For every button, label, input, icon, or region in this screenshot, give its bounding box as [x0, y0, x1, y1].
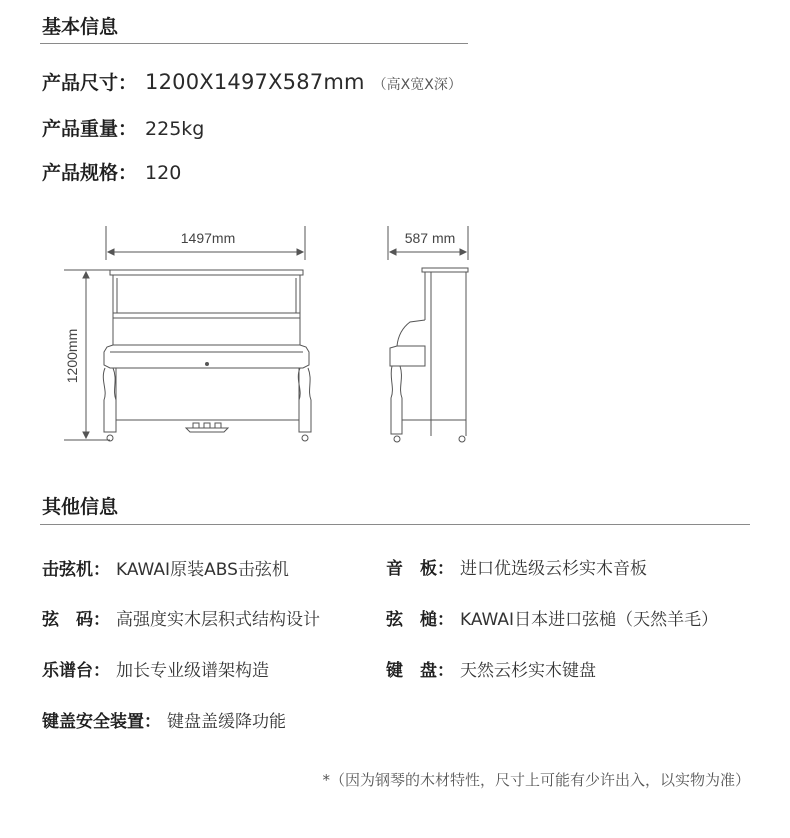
- info-label: 音 板：: [386, 559, 454, 579]
- info-item-action: [42, 555, 289, 580]
- info-value: KAWAI日本进口弦槌（天然羊毛）: [460, 610, 719, 630]
- info-label: 乐谱台：: [42, 661, 110, 681]
- basic-info-title: 基本信息: [42, 16, 119, 38]
- weight-value: 225kg: [145, 118, 205, 140]
- info-item-music-desk: [42, 656, 269, 681]
- other-info-divider: [40, 524, 750, 525]
- spec-value: 120: [145, 162, 182, 184]
- info-value: KAWAI原装ABS击弦机: [116, 560, 289, 580]
- size-label: 产品尺寸：: [42, 72, 138, 94]
- spec-label: 产品规格：: [42, 162, 138, 184]
- height-dimension-label: 1200mm: [64, 328, 80, 384]
- info-value: 键盘盖缓降功能: [167, 712, 286, 732]
- other-info-title: 其他信息: [42, 496, 119, 518]
- info-value: 加长专业级谱架构造: [116, 661, 269, 681]
- front-view: [64, 226, 311, 441]
- depth-dimension-label: 587 mm: [404, 230, 456, 246]
- info-label: 弦 槌：: [386, 610, 454, 630]
- width-dimension-label: 1497mm: [180, 230, 236, 246]
- info-value: 天然云杉实木键盘: [460, 661, 596, 681]
- info-item-soundboard: [386, 554, 647, 579]
- info-value: 进口优选级云杉实木音板: [460, 559, 647, 579]
- info-label: 击弦机：: [42, 560, 110, 580]
- info-value: 高强度实木层积式结构设计: [116, 610, 320, 630]
- weight-label: 产品重量：: [42, 118, 138, 140]
- size-value: 1200X1497X587mm: [145, 70, 365, 94]
- info-label: 键 盘：: [386, 661, 454, 681]
- info-label: 弦 码：: [42, 610, 110, 630]
- info-item-fallboard-safety: [42, 707, 286, 732]
- size-note: （高X宽X深）: [372, 77, 462, 93]
- info-label: 键盖安全装置：: [42, 712, 161, 732]
- info-item-bridge: [42, 605, 320, 630]
- info-item-keyboard: [386, 656, 596, 681]
- dimension-disclaimer: *（因为钢琴的木材特性，尺寸上可能有少许出入，以实物为准）: [322, 771, 750, 789]
- info-item-hammers: [386, 605, 718, 630]
- side-view: [388, 226, 468, 442]
